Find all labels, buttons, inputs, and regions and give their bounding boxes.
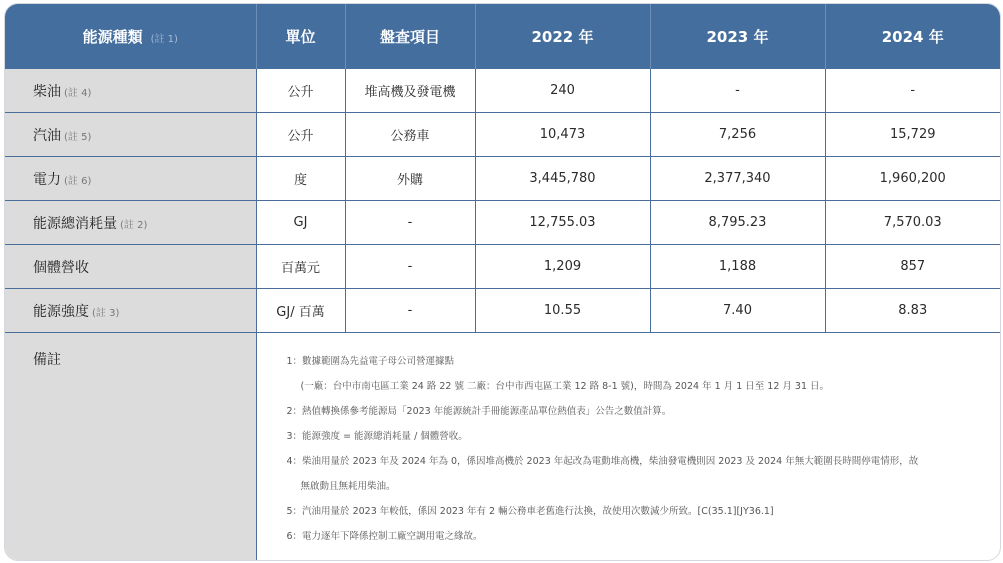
row-label — [5, 245, 256, 289]
cell-2024: 1,960,200 — [825, 157, 1000, 201]
row-note: (註 2) — [120, 219, 148, 231]
table-row-gasoline — [5, 113, 1000, 157]
table-row-diesel — [5, 69, 1000, 113]
row-name: 電力 — [33, 171, 61, 188]
cell-2023: 1,188 — [650, 245, 825, 289]
cell-unit: 百萬元 — [256, 245, 345, 289]
table-row-energy-intensity — [5, 289, 1000, 333]
row-name: 能源強度 — [33, 303, 89, 320]
row-note: (註 6) — [64, 175, 92, 187]
row-note: (註 4) — [64, 87, 92, 99]
cell-2022: 10,473 — [475, 113, 650, 157]
cell-2022: 3,445,780 — [475, 157, 650, 201]
row-name: 個體營收 — [33, 259, 89, 276]
remark-line: 2：熱值轉換係參考能源局「2023 年能源統計手冊能源產品單位熱值表」公告之數值計算。 — [286, 406, 672, 417]
cell-2024: 8.83 — [825, 289, 1000, 333]
cell-unit: GJ — [256, 201, 345, 245]
cell-unit: 公升 — [256, 113, 345, 157]
cell-2024: 15,729 — [825, 113, 1000, 157]
cell-unit: 公升 — [256, 69, 345, 113]
header-unit: 單位 — [256, 4, 345, 69]
cell-2022: 10.55 — [475, 289, 650, 333]
remark-line: 3：能源強度 = 能源總消耗量 / 個體營收。 — [286, 431, 468, 442]
table-row-remarks — [5, 333, 1000, 562]
cell-2023: 8,795.23 — [650, 201, 825, 245]
cell-item: 外購 — [345, 157, 475, 201]
header-item: 盤查項目 — [345, 4, 475, 69]
cell-unit: GJ/ 百萬 — [256, 289, 345, 333]
table-row-revenue — [5, 245, 1000, 289]
cell-2023: 7.40 — [650, 289, 825, 333]
cell-2024: 7,570.03 — [825, 201, 1000, 245]
row-label — [5, 157, 256, 201]
cell-item: - — [345, 245, 475, 289]
cell-2023: - — [650, 69, 825, 113]
remark-line: 4：柴油用量於 2023 年及 2024 年為 0，係因堆高機於 2023 年起改為電動堆高機，柴油發電機則因 2023 及 2024 年無大範圍長時間停電情形，故 — [286, 456, 919, 467]
remark-line: 1：數據範圍為先益電子母公司營運據點 — [286, 356, 455, 367]
cell-2022: 12,755.03 — [475, 201, 650, 245]
row-note: (註 3) — [92, 307, 120, 319]
header-2023: 2023 年 — [650, 4, 825, 69]
cell-unit: 度 — [256, 157, 345, 201]
row-name: 能源總消耗量 — [33, 215, 117, 232]
cell-2022: 240 — [475, 69, 650, 113]
remark-line: 5：汽油用量於 2023 年較低，係因 2023 年有 2 輛公務車老舊進行汰換，故使用次數減少所致。[C(35.1][JY36.1] — [286, 506, 774, 517]
cell-2024: - — [825, 69, 1000, 113]
cell-2024: 857 — [825, 245, 1000, 289]
cell-item: 公務車 — [345, 113, 475, 157]
table-row-electricity — [5, 157, 1000, 201]
row-name: 柴油 — [33, 83, 61, 100]
header-energy-type-label: 能源種類 — [82, 28, 143, 46]
cell-2023: 7,256 — [650, 113, 825, 157]
header-2024: 2024 年 — [825, 4, 1000, 69]
header-2022: 2022 年 — [475, 4, 650, 69]
remark-line: 無啟動且無耗用柴油。 — [300, 481, 396, 492]
row-label — [5, 69, 256, 113]
table-header-row — [5, 4, 1000, 69]
cell-item: - — [345, 201, 475, 245]
cell-item: - — [345, 289, 475, 333]
cell-item: 堆高機及發電機 — [345, 69, 475, 113]
energy-table-card — [4, 3, 1001, 561]
row-label — [5, 113, 256, 157]
remark-line: (一廠：台中市南屯區工業 24 路 22 號 二廠：台中市西屯區工業 12 路 8-1 號)，時間為 2024 年 1 月 1 日至 12 月 31 日。 — [300, 381, 830, 392]
remarks-label: 備註 — [5, 333, 256, 562]
cell-2022: 1,209 — [475, 245, 650, 289]
remarks-body — [256, 333, 1000, 562]
energy-consumption-table — [5, 4, 1000, 561]
remark-line: 6：電力逐年下降係控制工廠空調用電之緣故。 — [286, 531, 483, 542]
header-energy-type-note: (註 1) — [150, 34, 178, 45]
row-note: (註 5) — [64, 131, 92, 143]
row-label — [5, 201, 256, 245]
row-name: 汽油 — [33, 127, 61, 144]
header-energy-type — [5, 4, 256, 69]
cell-2023: 2,377,340 — [650, 157, 825, 201]
table-row-total-energy — [5, 201, 1000, 245]
row-label — [5, 289, 256, 333]
